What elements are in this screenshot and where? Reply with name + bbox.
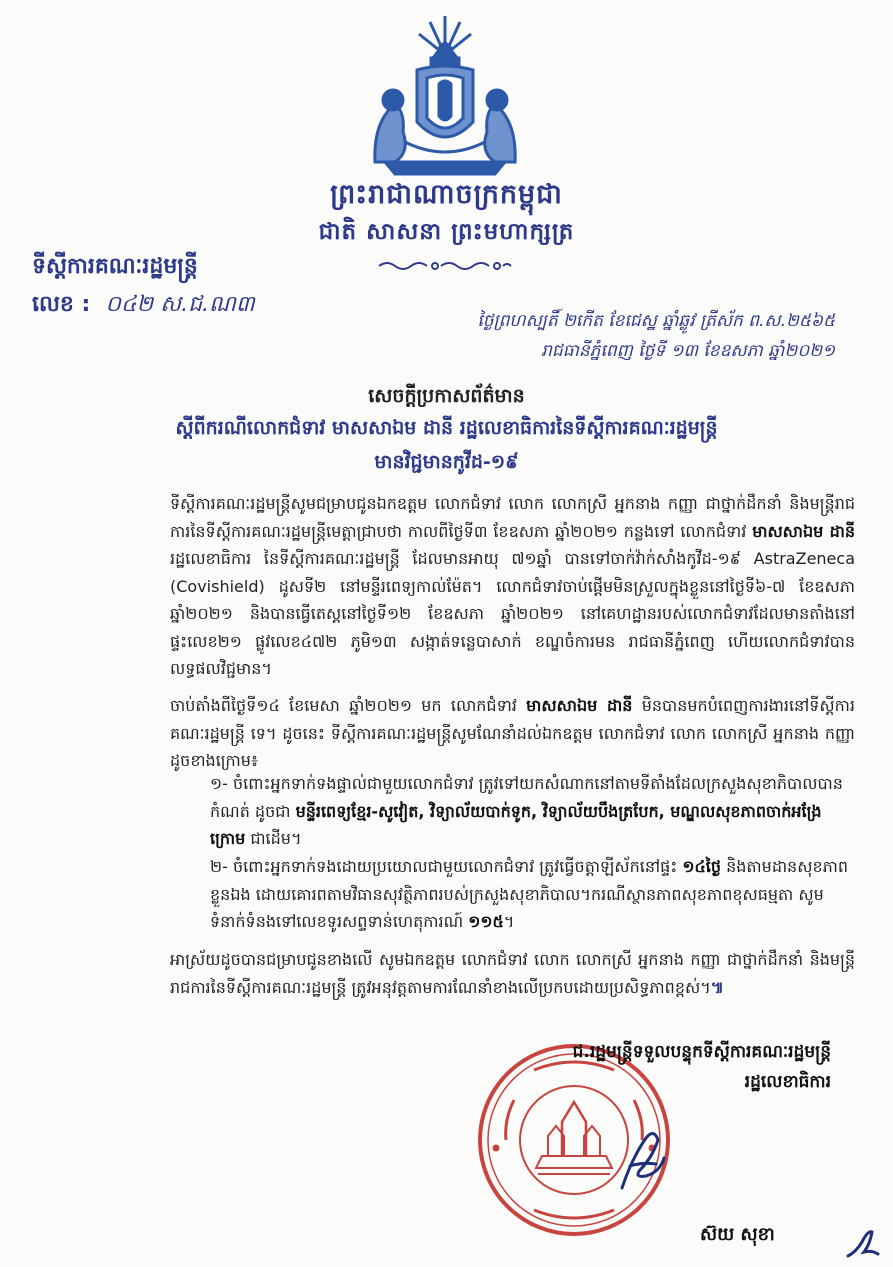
- paragraph-1: [170, 490, 855, 683]
- document-subject: ស្ដីពីករណីលោកជំទាវ មាសសាឯម ដានី រដ្ឋលេខាធិការនៃទីស្ដីការគណៈរដ្ឋមន្ត្រី: [175, 417, 718, 439]
- list-item-2-text-c: ។: [503, 912, 515, 931]
- list-item-1-text-a: ១- ចំពោះអ្នកទាក់ទងផ្ទាល់ជាមួយលោកជំទាវ ត្រូវទៅយកសំណាកនៅតាមទីតាំងដែលក្រសួងសុខាភិបាលបានកំណត់ ដូចជា: [210, 774, 843, 821]
- kingdom-name: ព្រះរាជាណាចក្រកម្ពុជា: [330, 179, 563, 210]
- list-item-2-hotline: ១១៥: [468, 912, 504, 931]
- list-item-2-text-b: និងតាមដានសុខភាពខ្លួនឯង ដោយគោរពតាមវិធានសុវត្ថិភាពរបស់ក្រសួងសុខាភិបាល។ករណីស្ថានភាពសុខភាពខុសធម្មតា សូមទំនាក់ទំនងទៅលេខទូរសព្ទទាន់ហេតុការណ៍: [210, 857, 848, 931]
- list-item-2-days: ១៤ថ្ងៃ: [682, 857, 722, 876]
- list-item-2-text-a: ២- ចំពោះអ្នកទាក់ទងដោយប្រយោលជាមួយលោកជំទាវ ត្រូវធ្វើចត្តាឡីស័កនៅផ្ទះ: [210, 857, 683, 876]
- paragraph-closing: [170, 946, 855, 1001]
- list-item-1-text-b: ជាដើម។: [245, 829, 302, 848]
- list-item: [210, 770, 855, 853]
- paragraph-1-name: មាសសាឯម ដានី: [752, 521, 855, 541]
- signatory-role-2: រដ្ឋលេខាធិការ: [744, 1072, 831, 1092]
- signatory-title: [573, 1037, 831, 1097]
- signatory-role-1: ជ.រដ្ឋមន្ត្រីទទួលបន្ទុកទីស្ដីការគណៈរដ្ឋមន្ត្រី: [572, 1042, 831, 1062]
- list-item-1-places: មន្ទីរពេទ្យខ្មែរ-សូវៀត, វិទ្យាល័យបាក់ទូក, វិទ្យាល័យបឹងត្របែក, មណ្ឌលសុខភាពចាក់អង្រែក្រោម: [210, 801, 822, 848]
- ornament-divider: [375, 258, 515, 274]
- national-motto: ជាតិ សាសនា ព្រះមហាក្សត្រ: [318, 219, 575, 245]
- paragraph-2-text-b: មិនបានមកបំពេញការងារនៅទីស្ដីការគណៈរដ្ឋមន្ត្រី ទេ។ ដូចនេះ ទីស្ដីការគណៈរដ្ឋមន្ត្រីសូមណែនាំដល់ឯកឧត្ដម លោកជំទាវ លោក លោកស្រី អ្នកនាង កញ្ញា ដូចខាងក្រោម៖: [170, 696, 855, 770]
- paragraph-closing-text: អាស្រ័យដូចបានជម្រាបជូនខាងលើ សូមឯកឧត្ដម លោកជំទាវ លោក លោកស្រី អ្នកនាង កញ្ញា ជាថ្នាក់ដឹកនាំ និងមន្ត្រីរាជការនៃទីស្ដីការគណៈរដ្ឋមន្ត្រី ត្រូវអនុវត្តតាមការណែនាំខាងលើប្រកបដោយប្រសិទ្ធភាពខ្ពស់។: [170, 950, 855, 997]
- document-number-value: ០៤២ ស.ជ.ណ៣: [105, 292, 255, 317]
- paragraph-2-text-a: ចាប់តាំងពីថ្ងៃទី១៤ ខែមេសា ឆ្នាំ២០២១ មក លោកជំទាវ: [170, 696, 527, 715]
- handwritten-signature: [612, 1118, 672, 1198]
- scribble-mark-icon: [842, 1222, 882, 1262]
- paragraph-1-text-a: ទីស្ដីការគណៈរដ្ឋមន្ត្រីសូមជម្រាបជូនឯកឧត្ដម លោកជំទាវ លោក លោកស្រី អ្នកនាង កញ្ញា ជាថ្នាក់ដឹកនាំ និងមន្ត្រីរាជការនៃទីស្ដីការគណៈរដ្ឋមន្ត្រីមេត្តាជ្រាបថា កាលពីថ្ងៃទី៣ ខែឧសភា ឆ្នាំ២០២១ កន្លងទៅ លោកជំទាវ: [170, 494, 855, 541]
- document-number: [32, 290, 255, 322]
- document-title: សេចក្ដីប្រកាសព័ត៌មាន: [368, 385, 525, 407]
- royal-arms-emblem: [355, 12, 535, 182]
- signatory-name: ស៊យ សុខា: [700, 1224, 775, 1245]
- lunar-date: ថ្ងៃព្រហស្បតិ៍ ២កើត ខែជេស្ឋ ឆ្នាំឆ្លូវ ត្រីស័ក ព.ស.២៥៦៥: [477, 311, 835, 331]
- document-subject-line2: មានវិជ្ជមានកូវីដ-១៩: [374, 451, 519, 473]
- paragraph-1-text-b: រដ្ឋលេខាធិការ នៃទីស្ដីការគណៈរដ្ឋមន្ត្រី ដែលមានអាយុ ៧១ឆ្នាំ បានទៅចាក់វ៉ាក់សាំងកូវីដ-១៩ AstraZeneca (Covishield) ដូសទី២ នៅមន្ទីរពេទ្យកាល់ម៉ែត។ លោកជំទាវចាប់ផ្ដើមមិនស្រួលក្នុងខ្លួននៅថ្ងៃទី៦-៧ ខែឧសភា ឆ្នាំ២០២១ និងបានធ្វើតេស្ដនៅថ្ងៃទី១២ ខែឧសភា ឆ្នាំ២០២១ នៅគេហដ្ឋានរបស់លោកជំទាវដែលមានតាំងនៅផ្ទះលេខ២១ ផ្លូវលេខ៤៧២ ភូមិ១៣ សង្កាត់ទន្លេបាសាក់ ខណ្ឌចំការមន រាជធានីភ្នំពេញ ហើយលោកជំទាវបានលទ្ធផលវិជ្ជមាន។: [170, 549, 855, 678]
- issuing-office: ទីស្ដីការគណៈរដ្ឋមន្ត្រី: [32, 254, 198, 279]
- paragraph-2-name: មាសសាឯម ដានី: [526, 696, 633, 715]
- closing-mark: ៕: [710, 977, 725, 997]
- paragraph-2: [170, 692, 855, 775]
- solar-date: រាជធានីភ្នំពេញ ថ្ងៃទី ១៣ ខែឧសភា ឆ្នាំ២០២១: [541, 341, 835, 361]
- document-number-label: លេខ :: [32, 292, 91, 317]
- list-item: [210, 853, 855, 936]
